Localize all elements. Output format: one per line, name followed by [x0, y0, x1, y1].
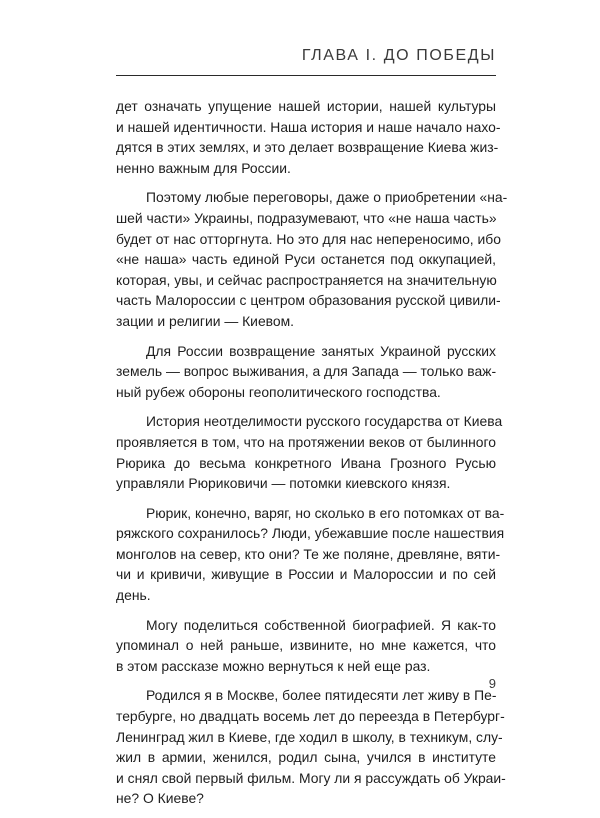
text-line: чи и кривичи, живущие в России и Малороссии и по сей — [116, 566, 496, 583]
text-line: Поэтому любые переговоры, даже о приобретении «на- — [146, 189, 508, 206]
text-line: Ленинград жил в Киеве, где ходил в школу, в техникум, слу- — [116, 728, 503, 745]
text-line: тербурге, но двадцать восемь лет до переезда в Петербург- — [116, 708, 505, 725]
text-line: Могу поделиться собственной биографией. Я как-то — [146, 616, 496, 633]
text-line: и снял свой первый фильм. Могу ли я рассуждать об Украи- — [116, 769, 506, 786]
text-line: управляли Рюриковичи — потомки киевского князя. — [116, 475, 451, 492]
running-header — [116, 40, 496, 76]
text-line: дятся в этих землях, и это делает возвращение Киева жиз- — [116, 139, 499, 156]
text-line: Рюрика до весьма конкретного Ивана Грозного Русью — [116, 454, 496, 471]
text-line: шей части» Украины, подразумевают, что «не наша часть» — [116, 209, 497, 226]
paragraph-5 — [116, 503, 505, 606]
text-line: земель — вопрос выживания, а для Запада — только важ- — [116, 363, 497, 380]
text-line: упоминал о ней раньше, извините, но мне кажется, что — [116, 637, 496, 654]
paragraph-3 — [116, 341, 496, 403]
text-line: монголов на север, кто они? Те же поляне, древляне, вяти- — [116, 545, 501, 562]
page-number: 9 — [488, 676, 496, 691]
text-line: которая, увы, и сейчас распространяется на значительную — [116, 271, 497, 288]
header-rule — [116, 75, 496, 76]
text-line: жил в армии, женился, родил сына, учился в институте — [116, 749, 496, 766]
text-line: История неотделимости русского государства от Киева — [146, 413, 503, 430]
text-line: и нашей идентичности. Наша история и наше начало нахо- — [116, 118, 501, 135]
text-line: часть Малороссии с центром образования русской цивили- — [116, 292, 501, 309]
text-line: Рюрик, конечно, варяг, но сколько в его потомках от ва- — [146, 504, 505, 521]
text-line: ный рубеж обороны геополитического господства. — [116, 383, 441, 400]
text-line: ненно важным для России. — [116, 159, 291, 176]
paragraph-2 — [116, 187, 508, 331]
paragraph-1 — [116, 96, 501, 178]
paragraph-7 — [116, 685, 506, 809]
paragraph-6 — [116, 615, 496, 677]
text-line: будет от нас отторгнута. Но это для нас непереносимо, ибо — [116, 230, 501, 247]
text-line: не? О Киеве? — [116, 790, 204, 807]
text-line: ряжского сохранилось? Люди, убежавшие после нашествия — [116, 525, 505, 542]
text-line: день. — [116, 587, 151, 604]
body-text — [116, 96, 508, 818]
text-line: зации и религии — Киевом. — [116, 312, 295, 329]
text-line: «не наша» часть единой Руси останется под оккупацией, — [116, 251, 496, 268]
text-line: проявляется в том, что на протяжении веков от былинного — [116, 433, 496, 450]
text-line: Для России возвращение занятых Украиной русских — [146, 342, 496, 359]
text-line: дет означать упущение нашей истории, нашей культуры — [116, 98, 496, 114]
text-line: Родился я в Москве, более пятидесяти лет живу в Пе- — [146, 687, 497, 704]
paragraph-4 — [116, 411, 503, 493]
chapter-title: ГЛАВА I. ДО ПОБЕДЫ — [301, 47, 496, 64]
text-line: в этом рассказе можно вернуться к ней еще раз. — [116, 657, 431, 674]
